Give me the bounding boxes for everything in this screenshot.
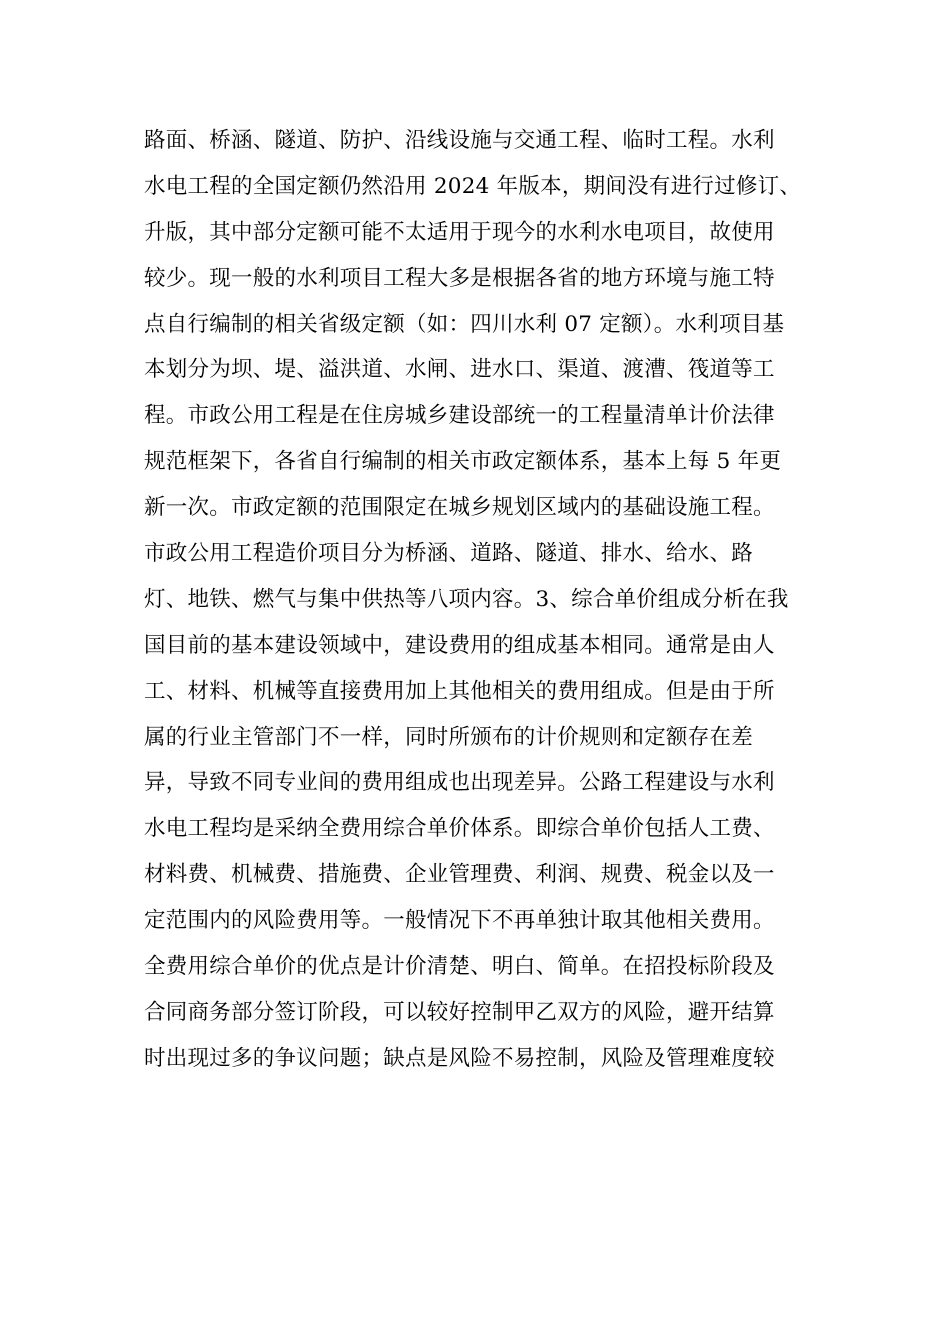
text-line: 全费用综合单价的优点是计价清楚、明白、简单。在招投标阶段及: [144, 954, 775, 980]
text-line: 国目前的基本建设领域中，建设费用的组成基本相同。通常是由人: [144, 632, 775, 658]
text-line: 工、材料、机械等直接费用加上其他相关的费用组成。但是由于所: [144, 678, 775, 704]
text-line: 规范框架下，各省自行编制的相关市政定额体系，基本上每 5 年更: [144, 449, 782, 475]
text-line: 时出现过多的争议问题；缺点是风险不易控制，风险及管理难度较: [144, 1045, 775, 1071]
text-line: 材料费、机械费、措施费、企业管理费、利润、规费、税金以及一: [144, 862, 775, 888]
text-line: 水电工程均是采纳全费用综合单价体系。即综合单价包括人工费、: [144, 816, 775, 842]
text-line: 水电工程的全国定额仍然沿用 2024 年版本，期间没有进行过修订、: [144, 173, 802, 199]
text-line: 定范围内的风险费用等。一般情况下不再单独计取其他相关费用。: [144, 908, 775, 934]
text-line: 较少。现一般的水利项目工程大多是根据各省的地方环境与施工特: [144, 265, 775, 291]
text-line: 点自行编制的相关省级定额（如：四川水利 07 定额）。水利项目基: [144, 311, 785, 337]
text-line: 新一次。市政定额的范围限定在城乡规划区域内的基础设施工程。: [144, 495, 775, 521]
text-line: 属的行业主管部门不一样，同时所颁布的计价规则和定额存在差: [144, 724, 754, 750]
text-line: 市政公用工程造价项目分为桥涵、道路、隧道、排水、给水、路: [144, 541, 754, 567]
text-line: 路面、桥涵、隧道、防护、沿线设施与交通工程、临时工程。水利: [144, 128, 775, 153]
text-line: 合同商务部分签订阶段，可以较好控制甲乙双方的风险，避开结算: [144, 999, 775, 1025]
text-line: 灯、地铁、燃气与集中供热等八项内容。3、综合单价组成分析在我: [144, 586, 789, 612]
text-line: 异，导致不同专业间的费用组成也出现差异。公路工程建设与水利: [144, 770, 775, 796]
body-paragraph: [144, 118, 814, 1082]
text-line: 程。市政公用工程是在住房城乡建设部统一的工程量清单计价法律: [144, 403, 775, 429]
text-line: 本划分为坝、堤、溢洪道、水闸、进水口、渠道、渡漕、筏道等工: [144, 357, 775, 383]
text-line: 升版，其中部分定额可能不太适用于现今的水利水电项目，故使用: [144, 219, 775, 245]
